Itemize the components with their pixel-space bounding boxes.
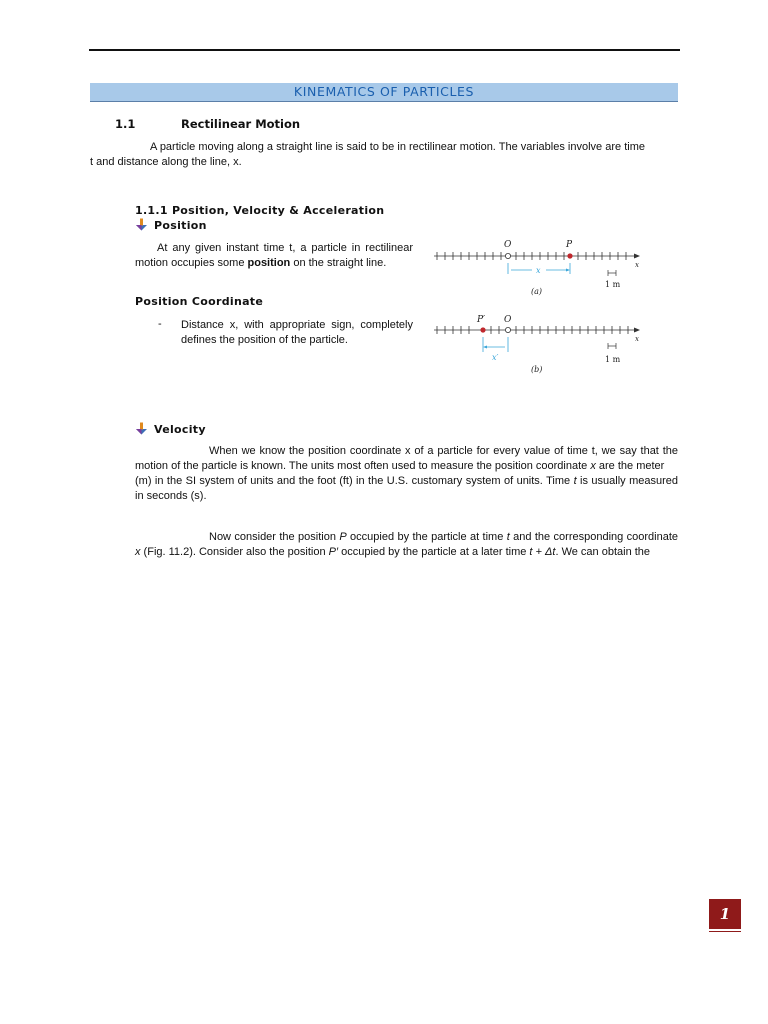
point-pprime-label: P′	[477, 315, 486, 325]
unit-label-b: 1 m	[605, 355, 621, 364]
position-heading	[135, 218, 207, 232]
vel-p1-a: When we know the position coordinate x of a particle for every value of time t, we say that the motion of the particle is known. The units most often used to measure the position coordinate	[135, 445, 678, 472]
unit-scale	[608, 270, 616, 276]
subsection-title: 1.1.1 Position, Velocity & Acceleration	[135, 204, 385, 217]
vel-p2-c: and the corresponding coordinate	[509, 531, 679, 543]
page-number-underline	[709, 931, 741, 932]
vel-p2-x: x	[135, 546, 141, 558]
figure-b	[430, 312, 645, 378]
velocity-paragraph-1	[135, 444, 678, 504]
vel-p1-x: x	[590, 460, 596, 472]
origin-marker-b	[505, 327, 510, 332]
position-paragraph	[135, 241, 413, 271]
axis-label: x	[635, 261, 639, 269]
vel-p2-tdt: t + Δt	[529, 546, 556, 558]
top-rule	[89, 49, 680, 51]
xprime-dimension-label: x′	[492, 353, 499, 362]
down-arrow-bullet-icon	[135, 422, 148, 435]
origin-label: O	[504, 240, 512, 250]
x-dimension-label: x	[536, 266, 541, 275]
figure-a-axis	[434, 252, 640, 260]
figure-b-axis	[434, 326, 640, 334]
vel-p2-b: occupied by the particle at time	[346, 531, 507, 543]
coordinate-heading: Position Coordinate	[135, 295, 264, 308]
vel-p1-b: are the meter	[595, 460, 665, 472]
position-heading-label: Position	[154, 219, 207, 232]
velocity-paragraph-2	[135, 530, 678, 560]
page-number: 1	[709, 899, 741, 929]
vel-p1-d: is usually measured in seconds (s).	[135, 475, 678, 502]
position-text-bold: position	[247, 257, 291, 269]
vel-p2-f: . We can obtain the	[555, 546, 651, 558]
velocity-heading-label: Velocity	[154, 423, 206, 436]
down-arrow-bullet-icon	[135, 218, 148, 231]
section-title: Rectilinear Motion	[181, 117, 301, 131]
coordinate-dash: -	[158, 318, 162, 330]
vel-p2-Pp: P′	[328, 546, 339, 558]
point-p-marker	[567, 253, 572, 258]
point-pprime-marker	[480, 327, 485, 332]
vel-p2-a: Now consider the position	[209, 531, 340, 543]
vel-p1-c: (m) in the SI system of units and the foot (ft) in the U.S. customary system of units. Time	[135, 475, 574, 487]
origin-marker	[505, 253, 510, 258]
intro-paragraph: A particle moving along a straight line is said to be in rectilinear motion. The variables involve are time t and distance along the line, x.	[90, 141, 645, 168]
figure-b-caption: (b)	[531, 365, 543, 374]
vel-p2-d: (Fig. 11.2). Consider also the position	[140, 546, 329, 558]
xprime-dimension	[483, 337, 508, 352]
position-text-a: At any given instant time t, a particle in rectilinear motion occupies some	[135, 242, 413, 269]
vel-p2-e: occupied by the particle at a later time	[338, 546, 530, 558]
axis-label-b: x	[635, 335, 639, 343]
figure-a-caption: (a)	[531, 287, 543, 296]
velocity-heading	[135, 422, 206, 436]
coordinate-paragraph: Distance x, with appropriate sign, completely defines the position of the particle.	[181, 319, 413, 346]
origin-label-b: O	[504, 315, 512, 325]
position-text-b: on the straight line.	[290, 257, 387, 269]
vel-p2-t: t	[506, 531, 510, 543]
chapter-title: KINEMATICS OF PARTICLES	[90, 83, 678, 102]
vel-p1-t: t	[573, 475, 577, 487]
section-number: 1.1	[115, 117, 136, 131]
point-p-label: P	[566, 240, 573, 250]
unit-label: 1 m	[605, 280, 621, 289]
vel-p2-P: P	[339, 531, 347, 543]
figure-a	[430, 236, 645, 298]
unit-scale-b	[608, 343, 616, 349]
